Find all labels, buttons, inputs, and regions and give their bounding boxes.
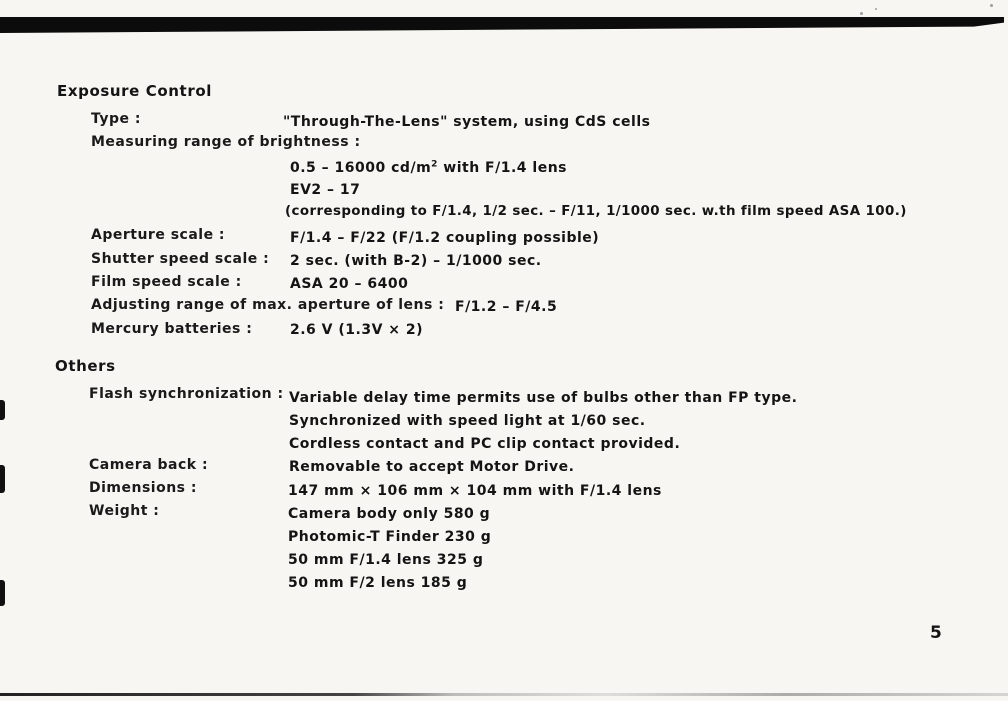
type-value: "Through-The-Lens" system, using CdS cells xyxy=(283,114,651,130)
mercury-batteries-value: 2.6 V (1.3V × 2) xyxy=(290,322,424,338)
others-heading: Others xyxy=(55,357,116,375)
scan-speck xyxy=(860,12,863,15)
mercury-batteries-label: Mercury batteries : xyxy=(91,321,253,337)
scan-left-mark-3 xyxy=(0,580,5,606)
measuring-range-value-1 xyxy=(290,159,567,177)
scan-left-mark-1 xyxy=(0,400,5,420)
weight-value-2: Photomic-T Finder 230 g xyxy=(288,529,492,545)
aperture-scale-value: F/1.4 – F/22 (F/1.2 coupling possible) xyxy=(290,230,600,246)
weight-value-1: Camera body only 580 g xyxy=(288,506,491,522)
dimensions-value: 147 mm × 106 mm × 104 mm with F/1.4 lens xyxy=(288,483,662,499)
type-label: Type : xyxy=(91,111,142,127)
camera-back-value: Removable to accept Motor Drive. xyxy=(289,459,575,475)
exposure-control-heading: Exposure Control xyxy=(57,82,212,100)
dimensions-label: Dimensions : xyxy=(89,480,197,496)
camera-back-label: Camera back : xyxy=(89,457,209,473)
weight-value-4: 50 mm F/2 lens 185 g xyxy=(288,575,468,591)
measuring-range-tail: with F/1.4 lens xyxy=(437,160,568,176)
film-speed-scale-value: ASA 20 – 6400 xyxy=(290,276,409,292)
scan-speck xyxy=(875,8,877,10)
measuring-range-label: Measuring range of brightness : xyxy=(91,134,361,150)
shutter-speed-scale-value: 2 sec. (with B-2) – 1/1000 sec. xyxy=(290,253,542,269)
flash-sync-value-2: Synchronized with speed light at 1/60 sec. xyxy=(289,413,646,429)
flash-sync-label: Flash synchronization : xyxy=(89,386,284,402)
measuring-range-value-2: EV2 – 17 xyxy=(290,182,361,198)
adjusting-range-label: Adjusting range of max. aperture of lens : xyxy=(91,297,445,313)
weight-value-3: 50 mm F/1.4 lens 325 g xyxy=(288,552,484,568)
measuring-range-value-3: (corresponding to F/1.4, 1/2 sec. – F/11, 1/1000 sec. w.th film speed ASA 100.) xyxy=(285,204,907,219)
measuring-range-text: 0.5 – 16000 cd/m xyxy=(290,160,432,176)
scan-top-border xyxy=(0,17,1004,33)
flash-sync-value-1: Variable delay time permits use of bulbs other than FP type. xyxy=(289,390,798,406)
page-number: 5 xyxy=(930,623,942,643)
aperture-scale-label: Aperture scale : xyxy=(91,227,226,243)
scan-speck xyxy=(990,4,993,7)
adjusting-range-value: F/1.2 – F/4.5 xyxy=(455,299,558,315)
scan-left-mark-2 xyxy=(0,465,5,493)
flash-sync-value-3: Cordless contact and PC clip contact provided. xyxy=(289,436,681,452)
measuring-range-superscript: 2 xyxy=(431,159,438,170)
weight-label: Weight : xyxy=(89,503,160,519)
shutter-speed-scale-label: Shutter speed scale : xyxy=(91,251,270,267)
scan-bottom-border xyxy=(0,693,1008,696)
film-speed-scale-label: Film speed scale : xyxy=(91,274,242,290)
